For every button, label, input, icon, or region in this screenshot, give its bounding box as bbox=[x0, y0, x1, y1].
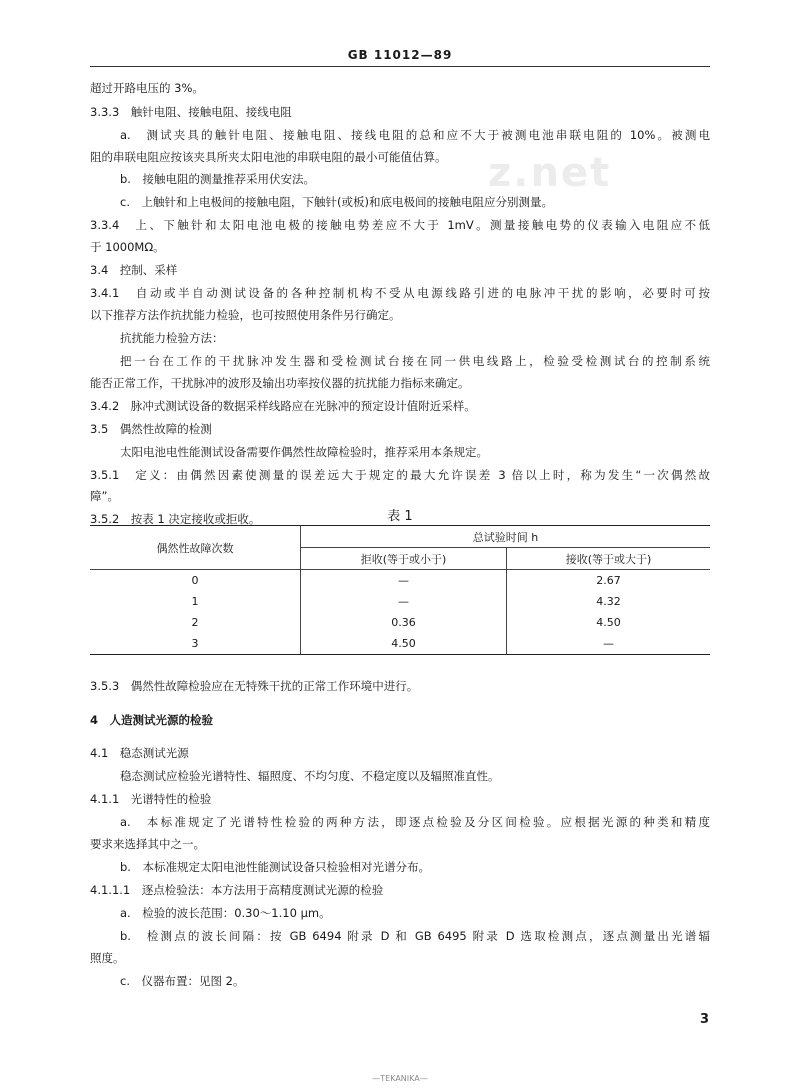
text-line: 稳态测试应检验光谱特性、辐照度、不均匀度、不稳定度以及辐照准直性。 bbox=[120, 769, 500, 783]
text-line: 于 1000MΩ。 bbox=[90, 240, 165, 254]
table-caption: 表 1 bbox=[387, 509, 413, 524]
table-cell: 0.36 bbox=[301, 612, 507, 633]
table-cell: — bbox=[301, 570, 507, 592]
table-cell: 2 bbox=[191, 616, 199, 629]
table-header-reject: 拒收(等于或小于) bbox=[301, 548, 507, 570]
text-line: 3.5.1 定义：由偶然因素使测量的误差远大于规定的最大允许误差 3 倍以上时，称为发生“一次偶然故 bbox=[90, 468, 710, 482]
table-row bbox=[90, 570, 710, 592]
table-header-accept: 接收(等于或大于) bbox=[507, 548, 711, 570]
fault-table bbox=[90, 525, 710, 655]
text-line: 3.5.3 偶然性故障检验应在无特殊干扰的正常工作环境中进行。 bbox=[90, 679, 419, 693]
table-cell: 0 bbox=[191, 574, 199, 587]
table-header-group: 总试验时间 h bbox=[301, 526, 711, 548]
text-line: c. 上触针和上电极间的接触电阻，下触针(或板)和底电极间的接触电阻应分别测量。 bbox=[120, 195, 553, 209]
page-header: GB 11012—89 bbox=[347, 48, 453, 62]
table-cell: 4.50 bbox=[507, 612, 711, 633]
text-line: a. 本标准规定了光谱特性检验的两种方法，即逐点检验及分区间检验。应根据光源的种类和精度 bbox=[120, 815, 710, 829]
section-heading: 4 人造测试光源的检验 bbox=[90, 713, 214, 727]
clause-heading: 3.3.3 触针电阻、接触电阻、接线电阻 bbox=[90, 105, 292, 119]
text-line: 3.4.1 自动或半自动测试设备的各种控制机构不受从电源线路引进的电脉冲干扰的影响，必要时可按 bbox=[90, 286, 710, 300]
text-line: 能否正常工作，干扰脉冲的波形及输出功率按仪器的抗扰能力指标来确定。 bbox=[90, 376, 470, 390]
table-header-faults: 偶然性故障次数 bbox=[90, 526, 301, 570]
text-line: b. 接触电阻的测量推荐采用伏安法。 bbox=[120, 172, 315, 186]
page-number: 3 bbox=[700, 1012, 710, 1027]
text-line: 3.5.2 按表 1 决定接收或拒收。 bbox=[90, 512, 261, 526]
table-row bbox=[90, 612, 710, 633]
clause-heading: 3.4 控制、采样 bbox=[90, 263, 178, 277]
clause-heading: 3.5 偶然性故障的检测 bbox=[90, 422, 212, 436]
text-line: 超过开路电压的 3%。 bbox=[90, 81, 204, 95]
text-line: b. 本标准规定太阳电池性能测试设备只检验相对光谱分布。 bbox=[120, 860, 430, 874]
text-line: 抗扰能力检验方法： bbox=[120, 331, 224, 345]
table-cell: 2.67 bbox=[507, 570, 711, 592]
text-line: c. 仪器布置：见图 2。 bbox=[120, 974, 245, 988]
text-line: 障”。 bbox=[90, 489, 119, 503]
text-line: 把一台在工作的干扰脉冲发生器和受检测试台接在同一供电线路上，检验受检测试台的控制系统 bbox=[120, 354, 710, 368]
text-line: 阻的串联电阻应按该夹具所夹太阳电池的串联电阻的最小可能值估算。 bbox=[90, 150, 447, 164]
footer-mark: —TEKANIKA— bbox=[372, 1074, 428, 1083]
text-line: 以下推荐方法作抗扰能力检验，也可按照使用条件另行确定。 bbox=[90, 308, 401, 322]
text-line: b. 检测点的波长间隔：按 GB 6494 附录 D 和 GB 6495 附录 D 选取检测点，逐点测量出光谱辐 bbox=[120, 929, 710, 943]
table-cell: — bbox=[507, 633, 711, 655]
table-row bbox=[90, 591, 710, 612]
table-cell: 3 bbox=[90, 633, 301, 655]
text-line: 太阳电池电性能测试设备需要作偶然性故障检验时，推荐采用本条规定。 bbox=[120, 445, 488, 459]
text-line: 3.3.4 上、下触针和太阳电池电极的接触电势差应不大于 1mV。测量接触电势的仪表输入电阻应不低 bbox=[90, 218, 710, 232]
clause-heading: 4.1.1 光谱特性的检验 bbox=[90, 792, 212, 806]
table-cell: 4.32 bbox=[507, 591, 711, 612]
text-line: a. 测试夹具的触针电阻、接触电阻、接线电阻的总和应不大于被测电池串联电阻的 10%。被测电 bbox=[120, 128, 710, 142]
clause-heading: 4.1.1.1 逐点检验法：本方法用于高精度测试光源的检验 bbox=[90, 883, 384, 897]
watermark: z.net bbox=[488, 150, 612, 196]
text-line: 3.4.2 脉冲式测试设备的数据采样线路应在光脉冲的预定设计值附近采样。 bbox=[90, 399, 476, 413]
table-cell: — bbox=[301, 591, 507, 612]
table-cell: 1 bbox=[191, 595, 199, 608]
text-line: a. 检验的波长范围：0.30～1.10 μm。 bbox=[120, 906, 331, 920]
text-line: 照度。 bbox=[90, 951, 125, 965]
text-line: 要求来选择其中之一。 bbox=[90, 837, 205, 851]
header-rule bbox=[90, 66, 710, 67]
table-row bbox=[90, 633, 710, 655]
clause-heading: 4.1 稳态测试光源 bbox=[90, 746, 189, 760]
table-cell: 4.50 bbox=[301, 633, 507, 655]
